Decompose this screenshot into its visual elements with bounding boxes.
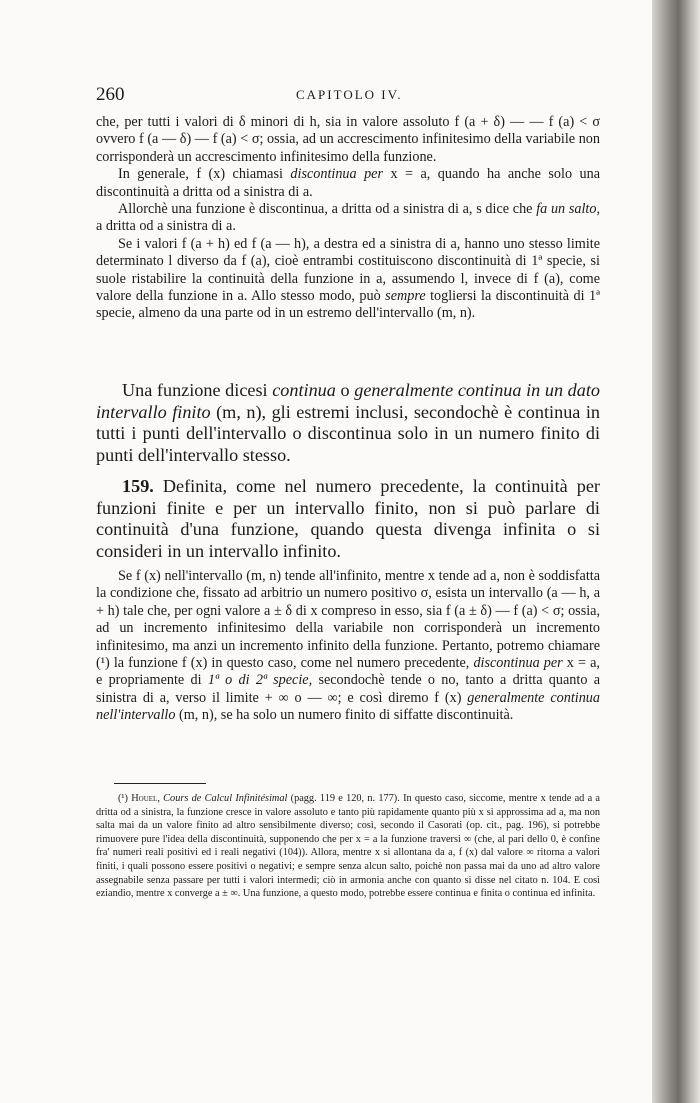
section-number: 159. bbox=[122, 476, 154, 496]
footnote-rule bbox=[114, 783, 206, 784]
paragraph-infinite: Se f (x) nell'intervallo (m, n) tende all'infinito, mentre x tende ad a, non è soddisfatta la condizione che, fissato ad arbitrio un numero positivo σ, esista un intervallo (a — h, a + h) tale che, per ogni valore a ± δ di x compreso in esso, sia f (a ± δ) — f (a) < σ; ossia, ad un incremento infinitesimo della variabile non corrisponderà un incremento infinitesimo, ma anzi un incremento infinito della funzione. Pertanto, potremo chiamare (¹) la funzione f (x) in questo caso, come nel numero precedente, discontinua per x = a, e propriamente di 1ª o di 2ª specie, secondochè tende o no, tanto a dritta quanto a sinistra di a, verso il limite + ∞ o — ∞; e così diremo f (x) generalmente continua nell'intervallo (m, n), se ha solo un numero finito di siffatte discontinuità. bbox=[96, 568, 601, 724]
page-edge-shadow bbox=[652, 0, 700, 1103]
paragraph-salto: Allorchè una funzione è discontinua, a dritta od a sinistra di a, s dice che fa un salto, a dritta od a sinistra di a. bbox=[96, 201, 600, 235]
theorem-text: Una funzione dicesi continua o generalmente continua in un dato intervallo finito (m, n), gli estremi inclusi, secondochè è continua in tutti i punti dell'intervallo o discontinua solo in un numero finito di punti dell'intervallo stesso. bbox=[96, 380, 601, 465]
section-159 bbox=[96, 476, 600, 562]
body-text-bottom bbox=[96, 568, 600, 725]
body-text-top bbox=[96, 114, 600, 323]
chapter-title: CAPITOLO IV. bbox=[296, 87, 403, 102]
footnote-text: (¹) Houel, Cours de Calcul Infinitésimal (pagg. 119 e 120, n. 177). In questo caso, siccome, mentre x tende ad a a dritta od a sinistra, la funzione cresce in valore assoluto e tanto più rapidamente quanto più x si approssima ad a, ma non salta mai da un valore finito ad altro sensibilmente diverso; così, secondo il Casorati (op. cit., pag. 196), si potrebbe rimuovere pure l'idea della discontinuità, supponendo che per x = a la funzione traversi ∞ (che, al pari dello 0, è confine fra' numeri reali positivi ed i reali negativi (104)). Allora, mentre x si allontana da a, f (x) dal valore ∞ ritorna a valori finiti, i quali possono essere positivi o negativi; e sempre senza alcun salto, poichè non passa mai da uno ad altro valore assegnabile senza passare per tutti i valori intermedi; ciò in armonia anche con quanto si disse nel citato n. 104. E così eziandio, mentre x converge a ± ∞. Una funzione, a questo modo, potrebbe essere continua e finita o continua ed infinita. bbox=[96, 793, 600, 900]
running-head bbox=[96, 84, 606, 110]
paragraph-continuation: che, per tutti i valori di δ minori di h, sia in valore assoluto f (a + δ) — — f (a) < σ ovvero f (a — δ) — f (a) < σ; ossia, ad un accrescimento infinitesimo della variabile non corrisponderà un accrescimento infinitesimo della funzione. bbox=[96, 114, 600, 165]
paragraph-discontinua-definition: In generale, f (x) chiamasi discontinua per x = a, quando ha anche solo una discontinuità a dritta od a sinistra di a. bbox=[96, 166, 600, 200]
footnote bbox=[96, 792, 600, 901]
theorem-block bbox=[96, 380, 600, 466]
paragraph-first-species: Se i valori f (a + h) ed f (a — h), a destra ed a sinistra di a, hanno uno stesso limite determinato l diverso da f (a), cioè entrambi costituiscono discontinuità di 1ª specie, si suole ristabilire la continuità della funzione in a, assumendo l, invece di f (a), come valore della funzione in a. Allo stesso modo, può sempre togliersi la discontinuità di 1ª specie, almeno da una parte od in un estremo dell'intervallo (m, n). bbox=[96, 235, 601, 322]
section-159-text: 159. Definita, come nel numero precedente, la continuità per funzioni finite e per un intervallo finito, non si può parlare di continuità d'una funzione, quando questa divenga infinita o si consideri in un intervallo infinito. bbox=[96, 476, 600, 561]
page-number: 260 bbox=[96, 84, 125, 105]
